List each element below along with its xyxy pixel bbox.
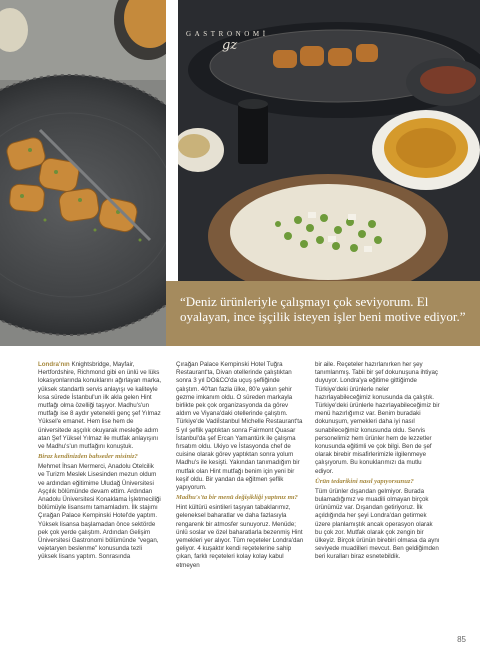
question-heading-1: Biraz kendinizden bahseder misiniz?: [38, 453, 138, 461]
answer-paragraph-5: Tüm ürünler dışarıdan gelmiyor. Burada bulamadığımız ve muadili olmayan birçok ürünümüz var. Dışarıdan getiriyoruz. İlk açıldığında her şeyi Londra'dan getirmek üzere planlamıştık ancak operasyon olarak bu çok zor. Mutfak olarak çok zengin bir ülkeyiz. Birçok ürünün birebiri olmasa da aynı seviyede muadilleri mevcut. Ben geldiğimden beri kuralları biraz esnetebildik.: [315, 487, 440, 561]
section-label: GASTRONOMİ: [186, 30, 269, 38]
answer-paragraph-2: Çırağan Palace Kempinski Hotel Tuğra Restaurant'ta, Divan otellerinde çalıştıktan sonra 3 yıl DO&CO'da uçuş şefliğinde çalıştım. 40'tan fazla ülke, 80'e yakın şehir gezme imkanım oldu. O süreden markayla birlikte pek çok organizasyonda da görev aldım ve Viyana'daki otellerinde çalıştım. Türkiye'de Vadiİstanbul Michelle Restaurant'ta 5 yıl şeflik yaptıktan sonra Fairmont Quasar İstanbul'da şef Ercan Yamantürk ile çalışma fırsatım oldu. Ukiyo ve İstasyonda chef de cuisine olarak görev yaptıktan sonra yolum Madhu's ile kesişti. Yakından tanımadığım bir mutfak olan Hint mutfağı benim için yeni bir keşif oldu. Bir yandan da eğitmen şeflik yapıyorum.: [176, 361, 303, 492]
answer-paragraph-4: bir aile. Reçeteler hazırlanırken her şey tanımlanmış. Tabii bir şef dokunuşuna ihtiyaç duyuyor. Londra'ya eğitime gittiğimde Türkiye'deki ürünlerle neler hazırlayabileceğimiz konusunda da çalıştık. Türkiye'deki ürünlerle hazırlayabileceğimiz bir menü hazırlığımız var. Benim buradaki dokunuşum, yemekleri daha iyi nasıl sunabileceğimiz konusunda oldu. Servis personelimiz hem ürünler hem de lezzetler konusunda eğitimli ve çok bilgi. Ben de şef olarak birebir misafirlerimizle ilgilenmeye çalışıyorum. Bu konuklarımızı da mutlu ediyor.: [315, 361, 440, 475]
answer-paragraph-3: Hint kültürü esintileri taşıyan tabaklarımız, geleneksel baharatlar ve daha fazlasıyla rengarenk bir atmosfer sunuyoruz. Menüde; ünlü soslar ve özel baharatlarla bezenmiş Hint yemekleri yer alıyor. Tüm reçeteler Londra'dan geliyor. 4 kuşaktır kendi reçetelerine sahip çıkan, farklı reçeteleri kolay kolay kabul etmeyen: [176, 504, 304, 569]
script-logo-mark: gz: [222, 38, 238, 53]
pull-quote: “Deniz ürünleriyle çalışmayı çok seviyorum. El oyalayan, ince işçilik isteyen işler beni motive ediyor.”: [180, 294, 466, 324]
intro-paragraph: [38, 361, 162, 451]
lead-word: Londra'nın: [38, 361, 70, 368]
left-photo-art: [0, 0, 166, 346]
plated-appetizer-rolls-photo: [0, 0, 166, 346]
question-heading-2: Madhu's'ta bir menü değişikliği yaptınız mı?: [176, 494, 298, 502]
answer-paragraph-1: Mehmet İhsan Mermerci, Anadolu Otelcilik ve Turizm Meslek Lisesinden mezun oldum ve ardından eğitimime Uludağ Üniversitesi Aşçılık bölümünde devam ettim. Ardından Anadolu Üniversitesi Konaklama İşletmeciliği bölümüyle lisansımı tamamladım. İlk stajımı Çırağan Palace Kempinski Hotel'de yaptım. Yüksek lisansa başlamadan önce sektörde pek çok yerde çalıştım. Ardından Gelişim Üniversitesi Gastronomi bölümünde "vegan, vejetaryen beslenme" konusunda tezli yüksek lisans yaptım. Sonrasında: [38, 463, 161, 561]
text-column-3: [315, 361, 441, 564]
text-column-2: [176, 361, 304, 572]
text-column-1: [38, 361, 162, 564]
question-heading-3: Ürün tedarikini nasıl yapıyorsunuz?: [315, 477, 414, 485]
page-number: 85: [457, 635, 466, 644]
intro-text: Knightsbridge, Mayfair, Hertfordshire, Richmond gibi en ünlü ve lüks lokasyonlarında konuklarını ağırlayan marka, yüksek standartlı servis anlayışı ve kaliteyle kısa sürede İstanbul'un ilk akla gelen Hint mutfağı olma özelliği taşıyor. Madhu's'un mutfağı ise 8 aydır yetenekli genç şef Yılmaz Yüksel'e emanet. Hem lise hem de üniversitede aşçılık okuyarak mesleğe adım atan Şef Yüksel Yılmaz ile mutfak anlayışını ve Madhu's'un mutfağını konuştuk.: [38, 361, 162, 451]
